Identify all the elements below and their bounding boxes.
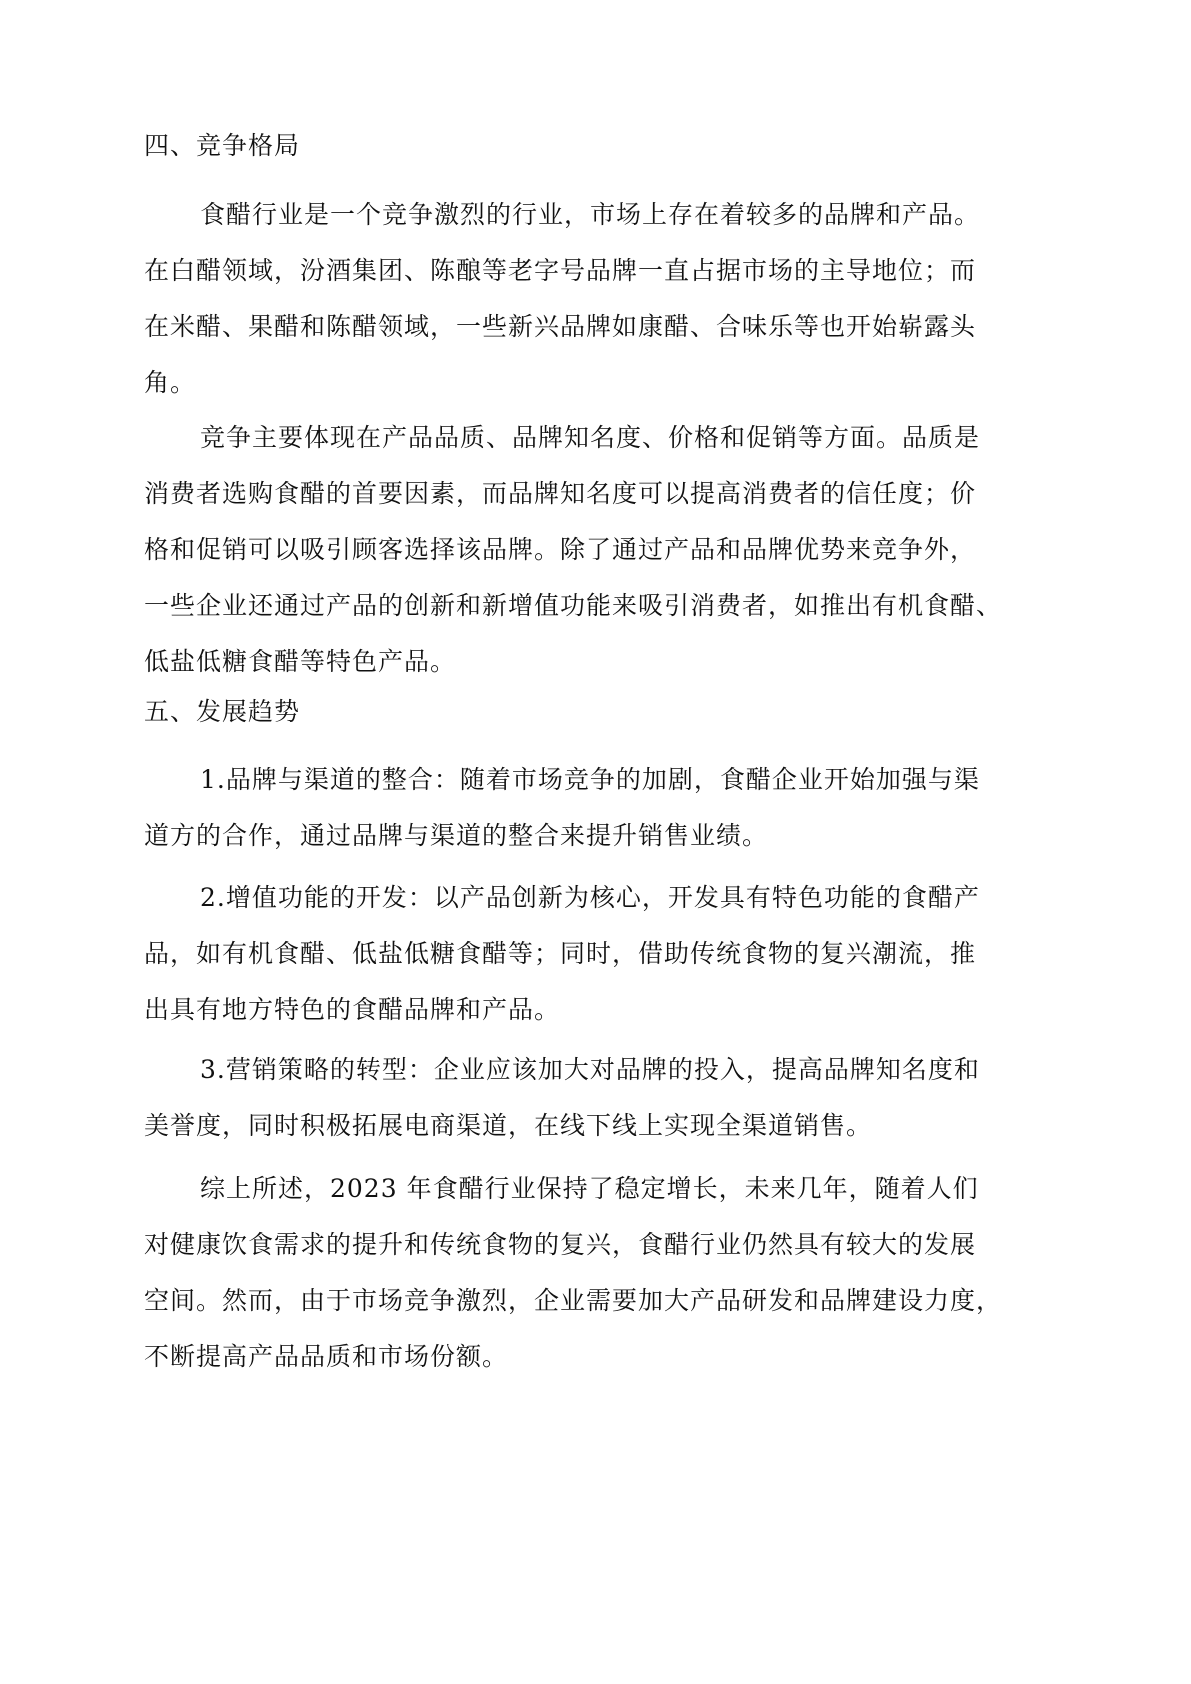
heading-line: 五、发展趋势 [144,697,301,726]
paragraph-trend-2 [144,870,1044,1038]
paragraph-line: 一些企业还通过产品的创新和新增值功能来吸引消费者，如推出有机食醋、 [144,591,1003,620]
paragraph-line: 综上所述，2023 年食醋行业保持了稳定增长，未来几年，随着人们 [200,1174,979,1203]
heading-line: 四、竞争格局 [144,131,301,160]
paragraph-line: 品，如有机食醋、低盐低糖食醋等；同时，借助传统食物的复兴潮流，推 [144,939,977,968]
paragraph-line: 角。 [144,368,197,397]
paragraph-line: 在米醋、果醋和陈醋领域，一些新兴品牌如康醋、合味乐等也开始崭露头 [144,312,977,341]
paragraph-line: 3.营销策略的转型：企业应该加大对品牌的投入，提高品牌知名度和 [200,1055,980,1084]
paragraph-line: 美誉度，同时积极拓展电商渠道，在线下线上实现全渠道销售。 [144,1111,873,1140]
paragraph-line: 出具有地方特色的食醋品牌和产品。 [144,995,561,1024]
paragraph-line: 在白醋领域，汾酒集团、陈酿等老字号品牌一直占据市场的主导地位；而 [144,256,977,285]
paragraph-line: 低盐低糖食醋等特色产品。 [144,647,457,676]
section-heading-trends [144,684,1044,740]
paragraph-line: 1.品牌与渠道的整合：随着市场竞争的加剧，食醋企业开始加强与渠 [200,765,980,794]
section-heading-competition [144,118,1044,174]
paragraph-line: 食醋行业是一个竞争激烈的行业，市场上存在着较多的品牌和产品。 [200,200,981,229]
paragraph-line: 格和促销可以吸引顾客选择该品牌。除了通过产品和品牌优势来竞争外， [144,535,977,564]
paragraph-competition-factors [144,410,1044,690]
paragraph-line: 竞争主要体现在产品品质、品牌知名度、价格和促销等方面。品质是 [200,423,981,452]
paragraph-conclusion [144,1161,1044,1385]
paragraph-trend-3 [144,1042,1044,1154]
paragraph-line: 2.增值功能的开发：以产品创新为核心，开发具有特色功能的食醋产 [200,883,980,912]
paragraph-competition-overview [144,187,1044,411]
paragraph-line: 道方的合作，通过品牌与渠道的整合来提升销售业绩。 [144,821,769,850]
paragraph-line: 对健康饮食需求的提升和传统食物的复兴，食醋行业仍然具有较大的发展 [144,1230,977,1259]
paragraph-line: 不断提高产品品质和市场份额。 [144,1342,509,1371]
paragraph-line: 空间。然而，由于市场竞争激烈，企业需要加大产品研发和品牌建设力度， [144,1286,1003,1315]
paragraph-trend-1 [144,752,1044,864]
paragraph-line: 消费者选购食醋的首要因素，而品牌知名度可以提高消费者的信任度；价 [144,479,977,508]
